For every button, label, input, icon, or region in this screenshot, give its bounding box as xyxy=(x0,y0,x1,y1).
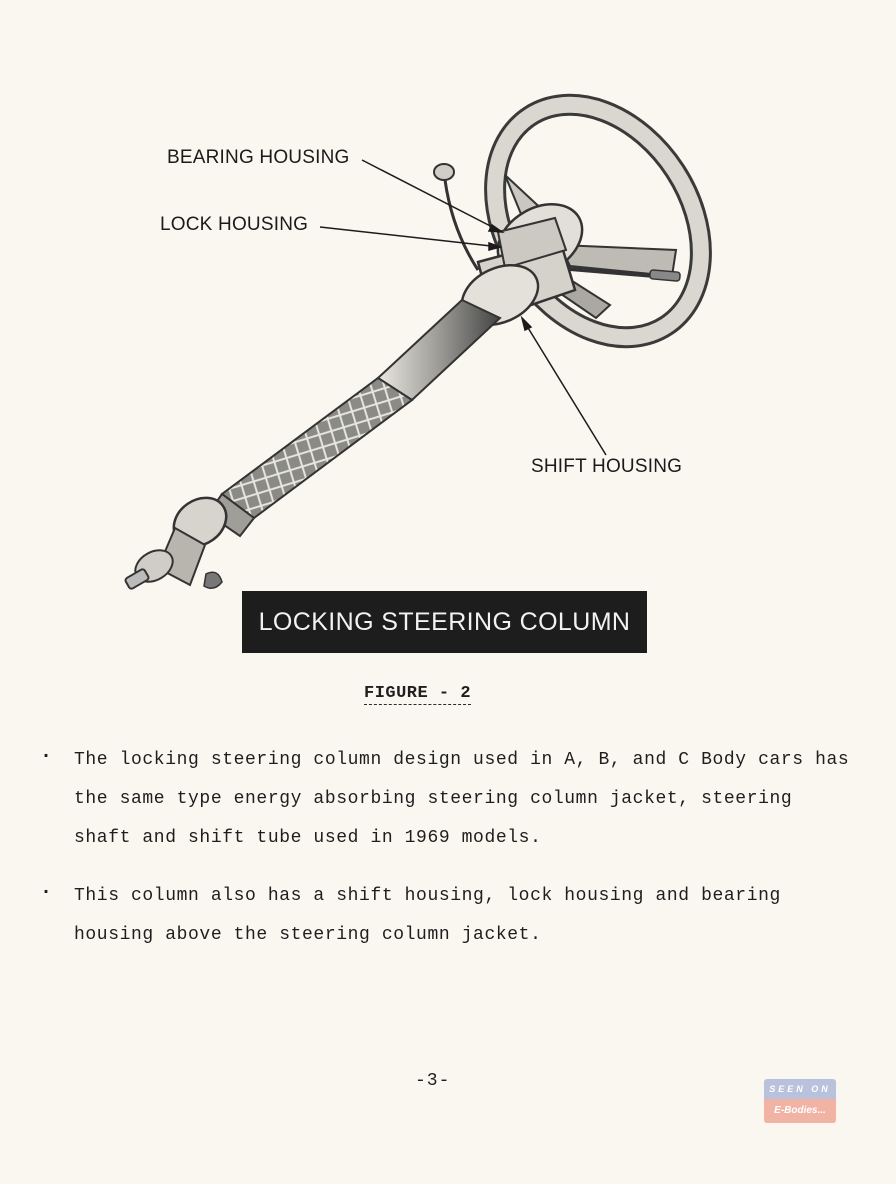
figure-caption: FIGURE - 2 xyxy=(364,684,472,703)
bullet-text: This column also has a shift housing, lock housing and bearing housing above the steering column jacket. xyxy=(74,886,781,945)
figure-banner: LOCKING STEERING COLUMN xyxy=(242,591,647,653)
bullet-text: The locking steering column design used in A, B, and C Body cars has the same type energy absorbing steering column jacket, steering shaft and shift tube used in 1969 models. xyxy=(74,750,850,848)
bullet-marker: . xyxy=(40,741,53,764)
callout-lock-housing: LOCK HOUSING xyxy=(160,214,309,235)
callout-shift-housing: SHIFT HOUSING xyxy=(531,456,683,477)
seen-on-watermark xyxy=(764,1079,836,1123)
column-jacket xyxy=(208,300,500,536)
bullet-marker: . xyxy=(40,877,53,900)
page-number: -3- xyxy=(415,1071,451,1091)
steering-wheel xyxy=(453,66,743,376)
watermark-top: SEEN ON xyxy=(764,1079,836,1099)
callout-bearing-housing: BEARING HOUSING xyxy=(167,147,350,168)
watermark-bottom: E-Bodies... xyxy=(764,1099,836,1123)
column-lower-end xyxy=(124,488,235,590)
